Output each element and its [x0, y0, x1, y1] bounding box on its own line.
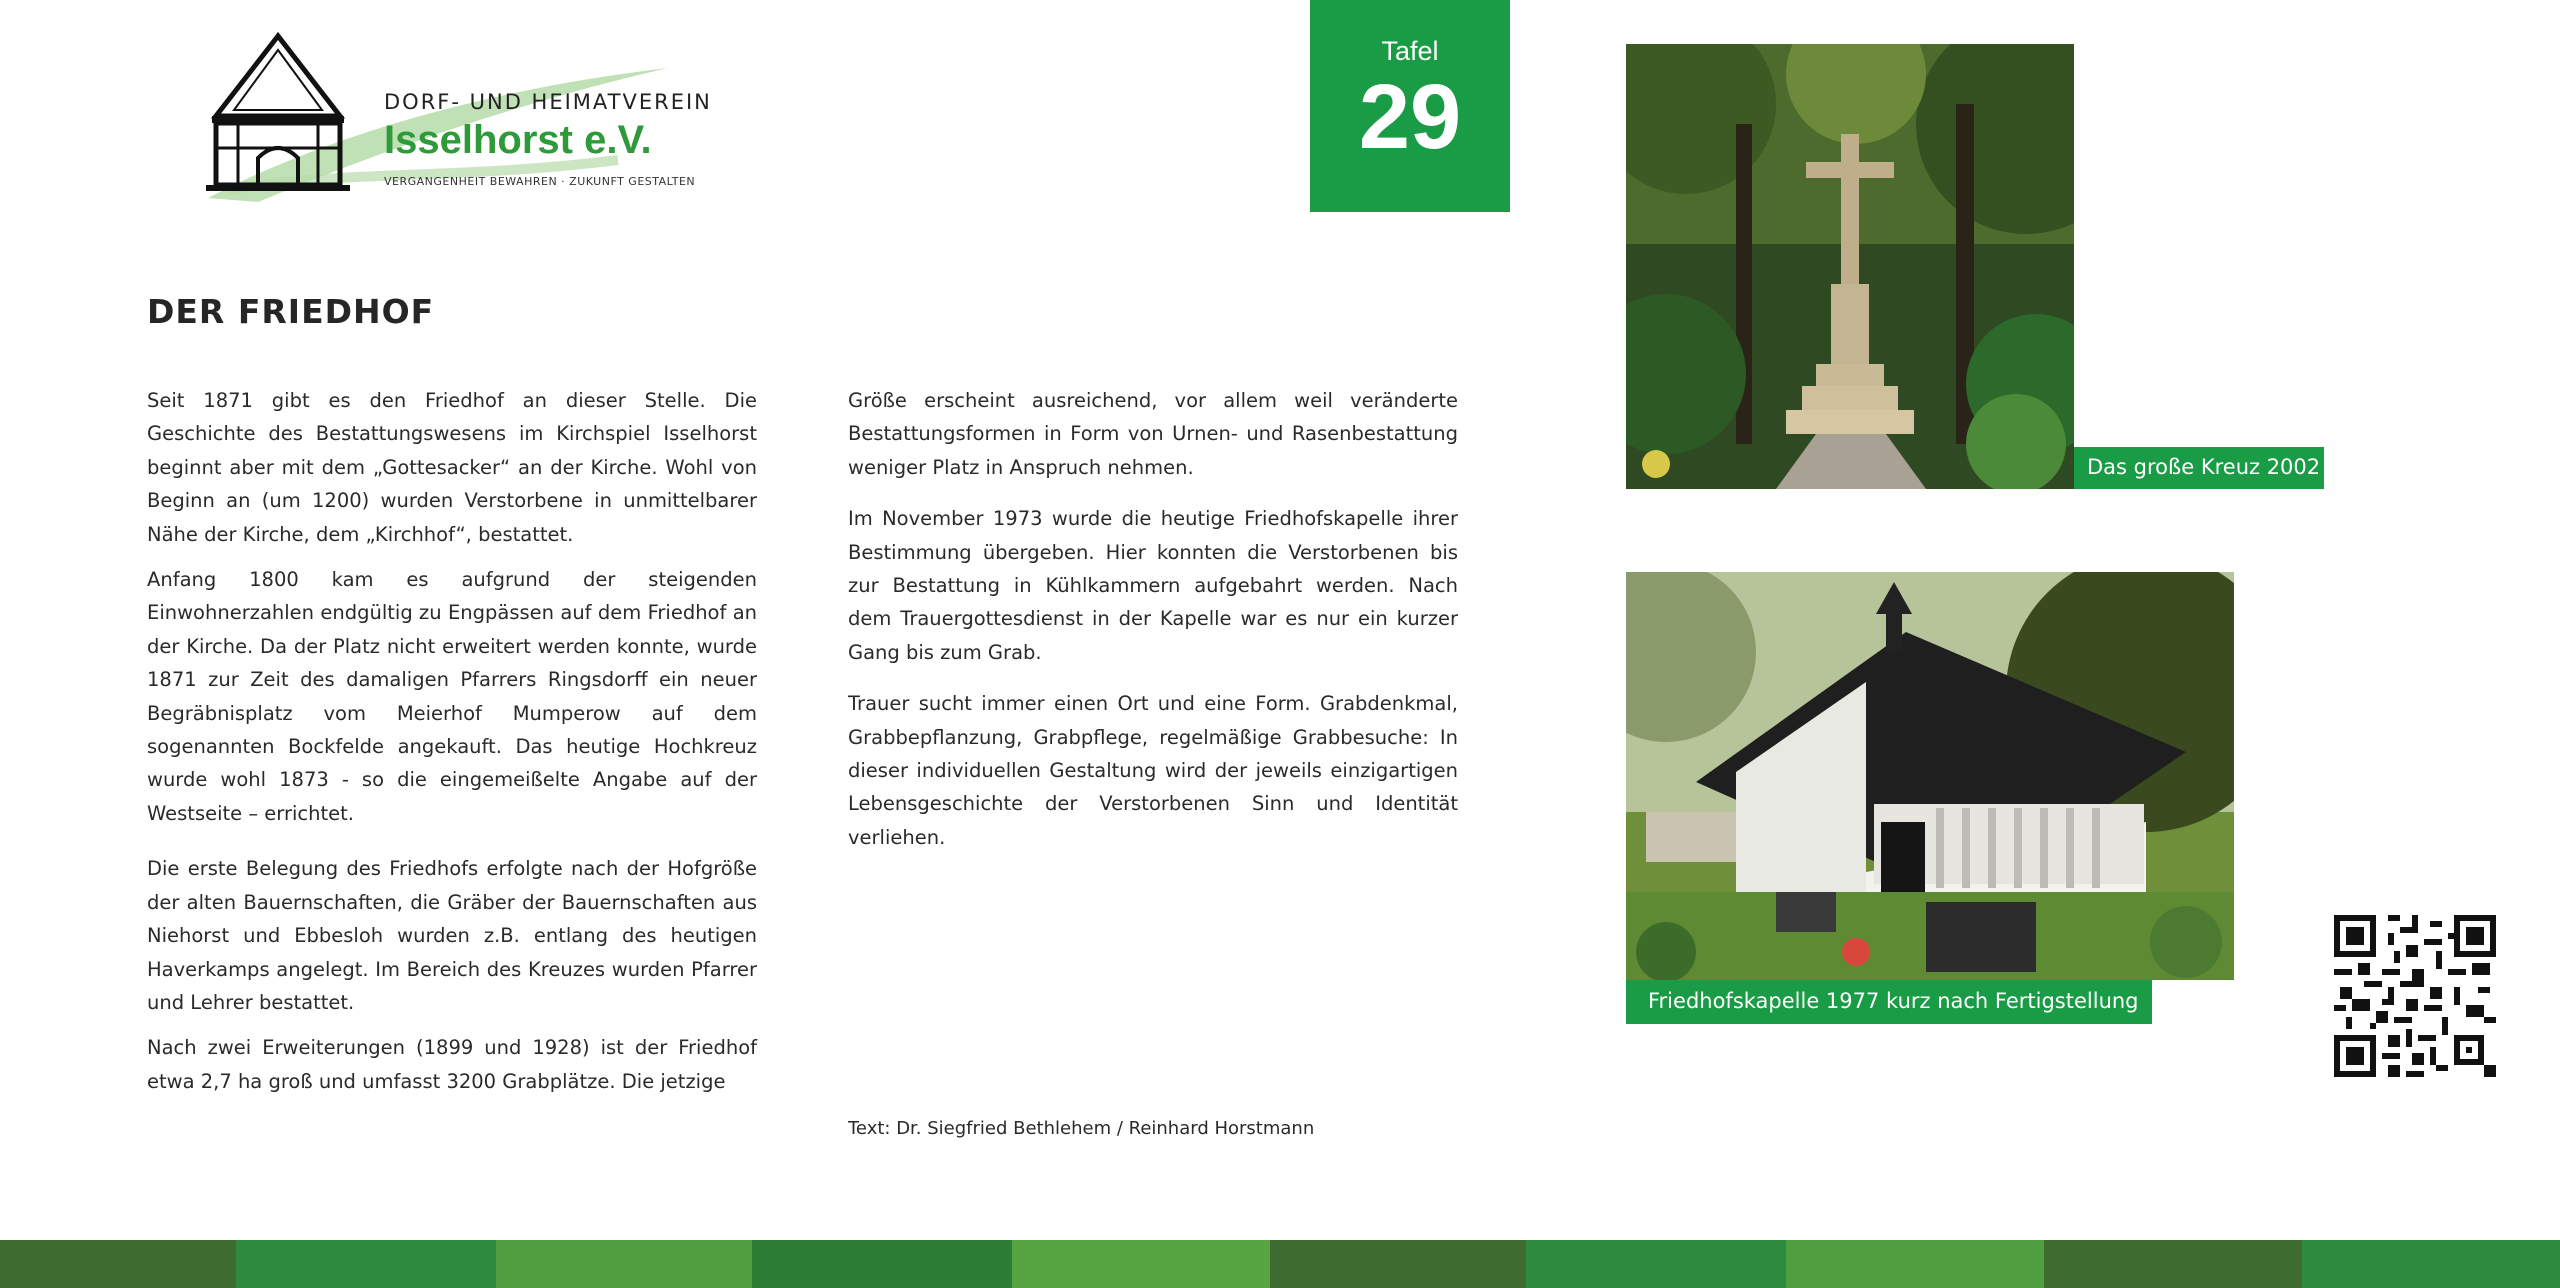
- tafel-number: 29: [1358, 66, 1462, 168]
- stripe-segment: [1012, 1240, 1270, 1288]
- club-logo: [198, 30, 718, 205]
- stripe-segment: [752, 1240, 1012, 1288]
- paragraph: Größe erscheint ausreichend, vor allem weil veränderte Bestattungsformen in Form von Urnen- und Rasenbestattung weniger Platz in Anspruch nehmen.: [848, 389, 1458, 479]
- logo-slogan: VERGANGENHEIT BEWAHREN · ZUKUNFT GESTALTEN: [384, 175, 696, 188]
- paragraph: Die erste Belegung des Friedhofs erfolgte nach der Hofgröße der alten Bauernschaften, die Gräber der Bauernschaften aus Niehorst und Ebbesloh wurden z.B. entlang des heutigen Haverkamps angelegt. Im Bereich des Kreuzes wurden Pfarrer und Lehrer bestattet.: [147, 857, 757, 1014]
- stripe-segment: [0, 1240, 236, 1288]
- photo-great-cross: [1626, 44, 2074, 489]
- page-title: DER FRIEDHOF: [147, 292, 435, 331]
- photo-caption: Das große Kreuz 2002: [2074, 447, 2324, 489]
- logo-subtitle: DORF- UND HEIMATVEREIN: [384, 90, 712, 114]
- paragraph: Trauer sucht immer einen Ort und eine Form. Grabdenkmal, Grabbepflanzung, Grabpflege, regelmäßige Grabbesuche: In dieser individuellen Gestaltung wird der jeweils einzigartigen Lebensgeschichte der Verstorbenen Sinn und Identität verliehen.: [848, 692, 1458, 849]
- paragraph: Im November 1973 wurde die heutige Friedhofskapelle ihrer Bestimmung übergeben. Hier konnten die Verstorbenen bis zur Bestattung in Kühlkammern aufgebahrt werden. Nach dem Trauergottesdienst in der Kapelle war es nur ein kurzer Gang bis zum Grab.: [848, 507, 1458, 664]
- paragraph: Nach zwei Erweiterungen (1899 und 1928) ist der Friedhof etwa 2,7 ha groß und umfasst 3200 Grabplätze. Die jetzige: [147, 1036, 757, 1093]
- qr-code-icon[interactable]: [2334, 915, 2496, 1077]
- photo-chapel: [1626, 572, 2234, 980]
- footer-stripe: [0, 1240, 2560, 1288]
- stripe-segment: [2302, 1240, 2560, 1288]
- stripe-segment: [2044, 1240, 2302, 1288]
- photo-caption: Friedhofskapelle 1977 kurz nach Fertigstellung: [1626, 980, 2152, 1024]
- paragraph: Seit 1871 gibt es den Friedhof an dieser Stelle. Die Geschichte des Bestattungswesens im Kirchspiel Isselhorst beginnt aber mit dem „Gottesacker“ an der Kirche. Wohl von Beginn an (um 1200) wurden Verstorbene in unmittelbarer Nähe der Kirche, dem „Kirchhof“, bestattet.: [147, 389, 757, 546]
- tafel-badge: [1310, 0, 1510, 212]
- text-column-left: [147, 384, 757, 1098]
- stripe-segment: [1270, 1240, 1526, 1288]
- stripe-segment: [1786, 1240, 2044, 1288]
- text-column-middle: [848, 384, 1458, 854]
- tafel-label: Tafel: [1381, 36, 1439, 66]
- stripe-segment: [236, 1240, 496, 1288]
- stripe-segment: [1526, 1240, 1786, 1288]
- logo-name: Isselhorst e.V.: [384, 118, 652, 162]
- paragraph: Anfang 1800 kam es aufgrund der steigenden Einwohnerzahlen endgültig zu Engpässen auf dem Friedhof an der Kirche. Da der Platz nicht erweitert werden konnte, wurde 1871 zur Zeit des damaligen Pfarrers Ringsdorff ein neuer Begräbnisplatz vom Meierhof Mumperow auf dem sogenannten Bockfelde angekauft. Das heutige Hochkreuz wurde wohl 1873 - so die eingemeißelte Angabe auf der Westseite – errichtet.: [147, 568, 757, 825]
- stripe-segment: [496, 1240, 752, 1288]
- text-credit: Text: Dr. Siegfried Bethlehem / Reinhard Horstmann: [848, 1118, 1315, 1139]
